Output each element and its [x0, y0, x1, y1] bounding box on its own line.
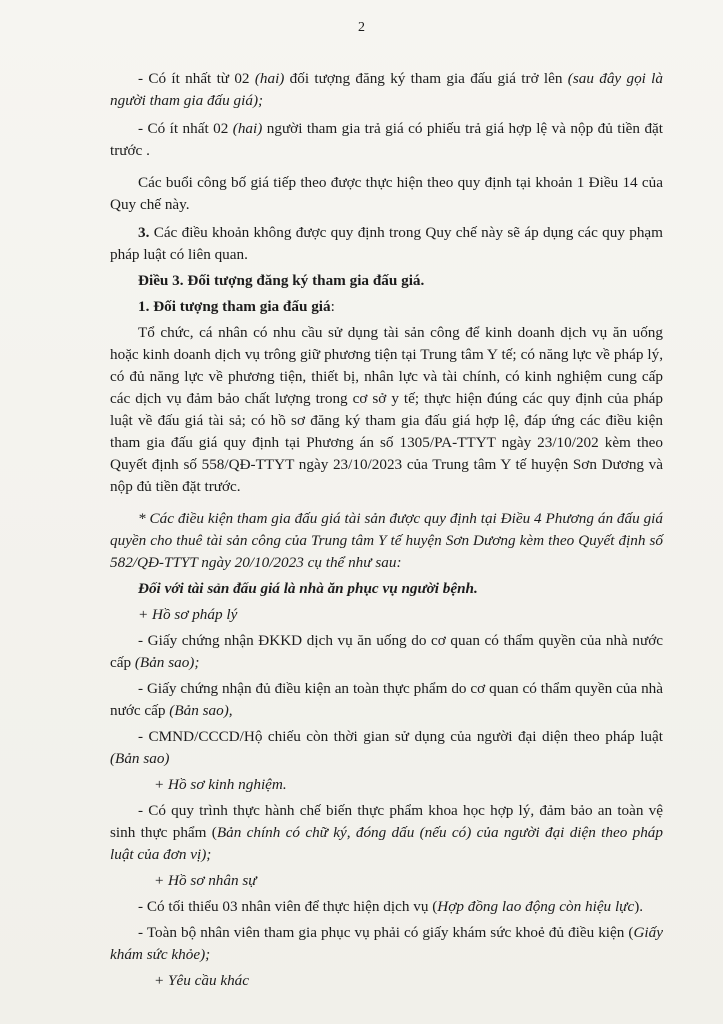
paragraph-condition-1: - Có ít nhất từ 02 (hai) đối tượng đăng ký tham gia đấu giá trở lên (sau đây gọi là người tham gia đấu giá); [110, 70, 663, 109]
paragraph-condition-2: - Có ít nhất 02 (hai) người tham gia trả giá có phiếu trả giá hợp lệ và nộp đủ tiền đặt trước . [110, 120, 664, 159]
heading-asset-canteen: Đối với tài sản đấu giá là nhà ăn phục vụ người bệnh. [138, 580, 478, 597]
label-experience-docs: + Hồ sơ kinh nghiệm. [154, 776, 287, 793]
item-min-staff: - Có tối thiểu 03 nhân viên để thực hiện dịch vụ (Hợp đồng lao động còn hiệu lực). [138, 898, 644, 915]
item-food-process: - Có quy trình thực hành chế biến thực phẩm khoa học hợp lý, đảm bảo an toàn vệ sinh thực phẩm (Bản chính có chữ ký, đóng dấu (nếu có) của người đại diện theo pháp luật của đơn vị); [110, 802, 663, 863]
paragraph-clause-3: 3. Các điều khoản không được quy định trong Quy chế này sẽ áp dụng các quy phạm pháp luật có liên quan. [110, 224, 663, 263]
heading-subject: 1. Đối tượng tham gia đấu giá: [138, 298, 335, 315]
item-id-card: - CMND/CCCD/Hộ chiếu còn thời gian sử dụng của người đại diện theo pháp luật (Bản sao) [110, 728, 663, 767]
page-number: 2 [358, 20, 365, 35]
label-staff-docs: + Hồ sơ nhân sự [154, 872, 257, 889]
paragraph-conditions-note: * Các điều kiện tham gia đấu giá tài sản được quy định tại Điều 4 Phương án đấu giá quyền cho thuê tài sản công của Trung tâm Y tế huyện Sơn Dương kèm theo Quyết định số 582/QĐ-TTYT ngày 20/10/2023 cụ thể như sau: [110, 510, 663, 571]
document-body [110, 68, 663, 996]
label-legal-docs: + Hồ sơ pháp lý [138, 606, 238, 623]
paragraph-next-sessions: Các buổi công bố giá tiếp theo được thực hiện theo quy định tại khoản 1 Điều 14 của Quy chế này. [110, 174, 663, 213]
heading-article-3: Điều 3. Đối tượng đăng ký tham gia đấu giá. [138, 272, 425, 289]
item-health-check: - Toàn bộ nhân viên tham gia phục vụ phải có giấy khám sức khoẻ đủ điều kiện (Giấy khám sức khỏe); [110, 924, 663, 963]
paragraph-subject-description: Tổ chức, cá nhân có nhu cầu sử dụng tài sản công để kinh doanh dịch vụ ăn uống hoặc kinh doanh dịch vụ trông giữ phương tiện tại Trung tâm Y tế; có năng lực về pháp lý, có đủ năng lực về phương tiện, thiết bị, nhân lực và tài chính, có kinh nghiệm cung cấp các dịch vụ đảm bảo chất lượng trong cơ sở y tế; thực hiện đúng các quy định của pháp luật về đấu giá tài sả; có hồ sơ đăng ký tham gia đấu giá hợp lệ, đáp ứng các điều kiện tham gia đấu giá quy định tại Phương án số 1305/PA-TTYT ngày 23/10/202 kèm theo Quyết định số 558/QĐ-TTYT ngày 23/10/2023 của Trung tâm Y tế huyện Sơn Dương và nộp đủ tiền đặt trước. [110, 324, 663, 495]
label-other-requirements: + Yêu cầu khác [154, 972, 250, 989]
item-business-license: - Giấy chứng nhận ĐKKD dịch vụ ăn uống do cơ quan có thẩm quyền của nhà nước cấp (Bản sao); [110, 632, 663, 671]
item-food-safety-cert: - Giấy chứng nhận đủ điều kiện an toàn thực phẩm do cơ quan có thẩm quyền của nhà nước cấp (Bản sao), [110, 680, 663, 719]
